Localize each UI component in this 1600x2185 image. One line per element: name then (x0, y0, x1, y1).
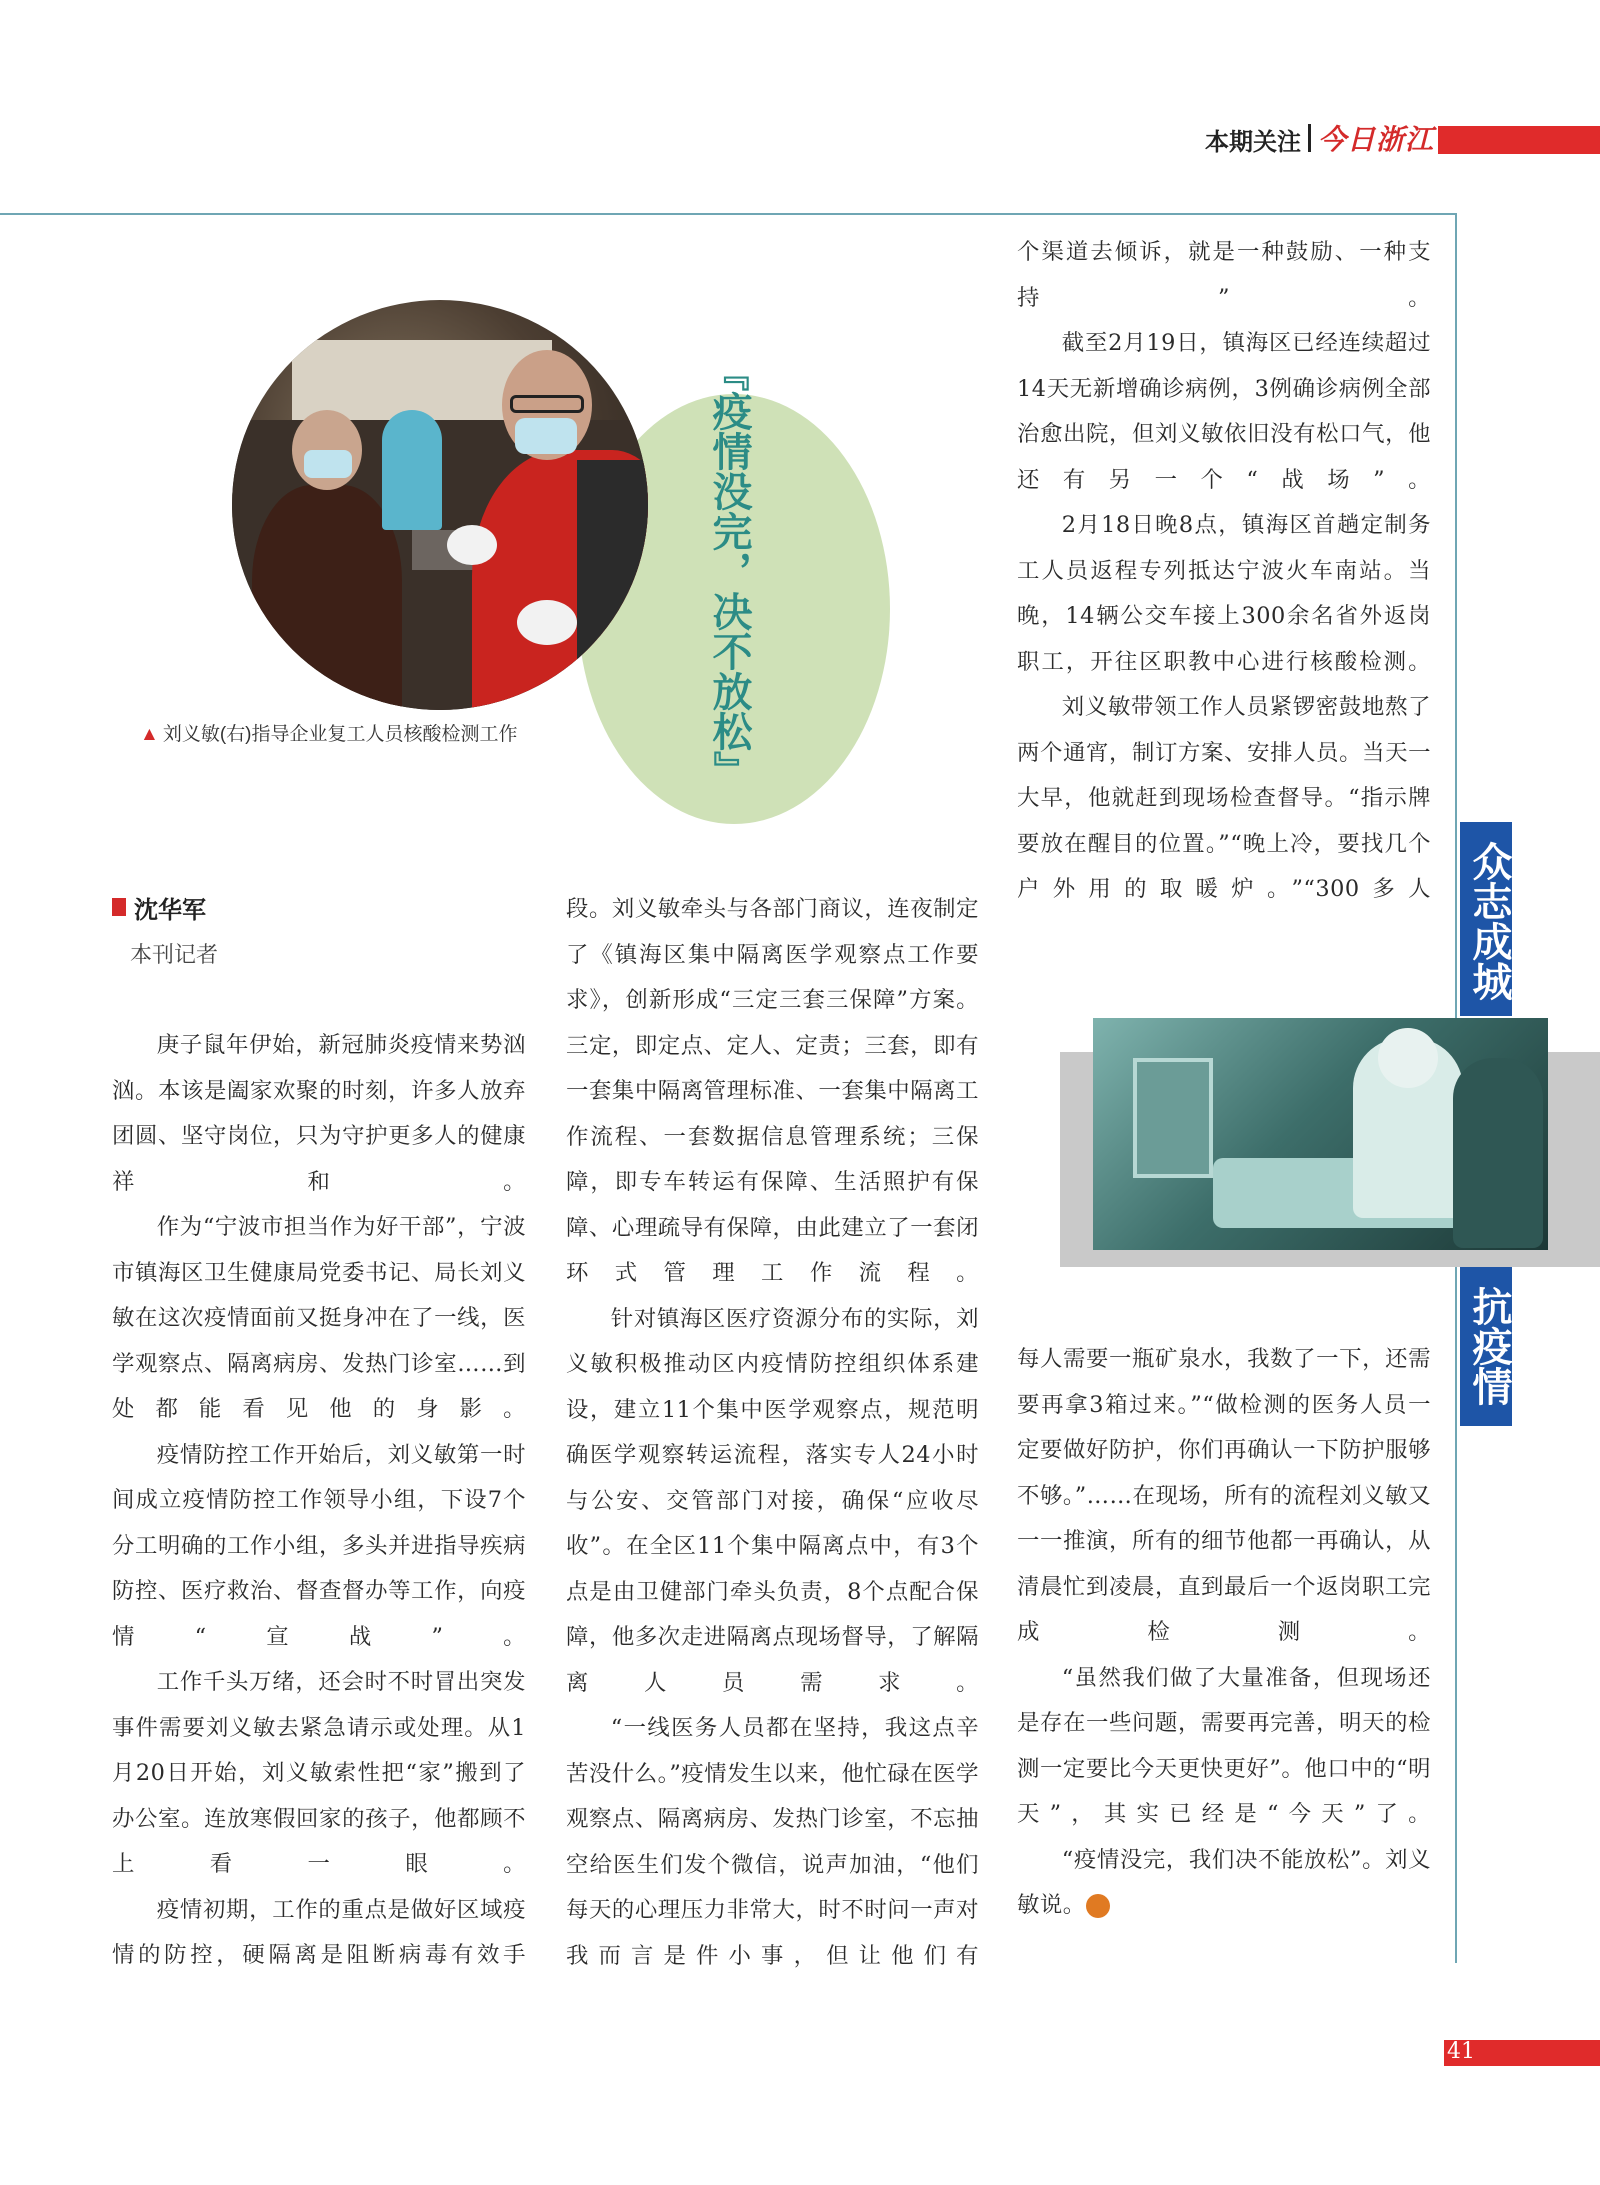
caption-text: 刘义敏(右)指导企业复工人员核酸检测工作 (162, 724, 518, 745)
paragraph-final (1017, 1838, 1431, 1929)
magazine-logo: 今日浙江 (1318, 123, 1435, 156)
header-divider (1308, 124, 1311, 152)
caption-marker: ▲ (140, 724, 159, 745)
paragraph: 每人需要一瓶矿泉水，我数了一下，还需要再拿3箱过来。”“做检测的医务人员一定要做好防护，你们再确认一下防护服够不够。”……在现场，所有的流程刘义敏又一一推演，所有的细节他都一再确认，从清晨忙到凌晨，直到最后一个返岗职工完成检测。 (1017, 1346, 1431, 1645)
text-column-3-top (1017, 230, 1431, 913)
text-column-3-bottom (1017, 1337, 1431, 1929)
paragraph: 个渠道去倾诉，就是一种鼓励、一种支持”。 (1017, 239, 1431, 311)
paragraph: 疫情防控工作开始后，刘义敏第一时间成立疫情防控工作领导小组，下设7个分工明确的工作小组，多头并进指导疾病防控、医疗救治、督查督办等工作，向疫情“宣战”。 (112, 1441, 526, 1650)
paragraph: 疫情初期，工作的重点是做好区域疫情的防控，硬隔离是阻断病毒有效手 (112, 1896, 526, 1968)
page-number: 41 (1447, 2039, 1475, 2064)
paragraph: 作为“宁波市担当作为好干部”，宁波市镇海区卫生健康局党委书记、局长刘义敏在这次疫情面前又挺身冲在了一线，医学观察点、隔离病房、发热门诊室……到处都能看见他的身影。 (112, 1214, 526, 1422)
paragraph: 工作千头万绪，还会时不时冒出突发事件需要刘义敏去紧急请示或处理。从1月20日开始，刘义敏索性把“家”搬到了办公室。连放寒假回家的孩子，他都顾不上看一眼。 (112, 1669, 526, 1877)
author-name: 沈华军 (134, 897, 206, 924)
paragraph: 针对镇海区医疗资源分布的实际，刘义敏积极推动区内疫情防控组织体系建设，建立11个集中医学观察点，规范明确医学观察转运流程，落实专人24小时与公安、交管部门对接，确保“应收尽收”。在全区11个集中隔离点中，有3个点是由卫健部门牵头负责，8个点配合保障，他多次走进隔离点现场督导，了解隔离人员需求。 (566, 1305, 979, 1696)
section-tab-unity: 众志成城 (1460, 822, 1512, 1016)
byline-marker (112, 898, 126, 916)
article-photo (232, 300, 648, 710)
paragraph: 2月18日晚8点，镇海区首趟定制务工人员返程专列抵达宁波火车南站。当晚，14辆公交车接上300余名省外返岗职工，开往区职教中心进行核酸检测。 (1017, 512, 1431, 675)
hospital-photo (1093, 1018, 1548, 1250)
text-column-1 (112, 1023, 526, 1979)
title-close-bracket: 』 (708, 751, 750, 787)
paragraph: “虽然我们做了大量准备，但现场还是存在一些问题，需要再完善，明天的检测一定要比今天更快更好”。他口中的“明天”，其实已经是“今天”了。 (1017, 1664, 1431, 1827)
photo-caption (140, 719, 517, 746)
end-mark-icon: 今 (1086, 1894, 1110, 1918)
top-rule (0, 213, 1456, 215)
final-sentence: “疫情没完，我们决不能放松”。刘义敏说。 (1017, 1846, 1431, 1918)
paragraph: 刘义敏带领工作人员紧锣密鼓地熬了两个通宵，制订方案、安排人员。当天一大早，他就赶到现场检查督导。“指示牌要放在醒目的位置。”“晚上冷，要找几个户外用的取暖炉。”“300多人 (1017, 694, 1431, 902)
section-label: 本期关注 (1205, 129, 1301, 156)
article-title (706, 355, 752, 787)
author-role: 本刊记者 (130, 942, 219, 967)
paragraph: “一线医务人员都在坚持，我这点辛苦没什么。”疫情发生以来，他忙碌在医学观察点、隔离病房、发热门诊室，不忘抽空给医生们发个微信，说声加油，“他们每天的心理压力非常大，时不时问一声对我而言是件小事，但让他们有 (566, 1715, 979, 1969)
paragraph: 庚子鼠年伊始，新冠肺炎疫情来势汹汹。本该是阖家欢聚的时刻，许多人放弃团圆、坚守岗位，只为守护更多人的健康祥和。 (112, 1032, 526, 1195)
header-accent-bar (1438, 126, 1600, 154)
paragraph: 截至2月19日，镇海区已经连续超过14天无新增确诊病例，3例确诊病例全部治愈出院，但刘义敏依旧没有松口气，他还有另一个“战场”。 (1017, 330, 1431, 493)
title-text: 疫情没完，决不放松 (706, 391, 753, 751)
text-column-2 (566, 887, 979, 1979)
title-open-bracket: 『 (708, 355, 750, 391)
paragraph: 段。刘义敏牵头与各部门商议，连夜制定了《镇海区集中隔离医学观察点工作要求》，创新形成“三定三套三保障”方案。三定，即定点、定人、定责；三套，即有一套集中隔离管理标准、一套集中隔离工作流程、一套数据信息管理系统；三保障，即专车转运有保障、生活照护有保障、心理疏导有保障，由此建立了一套闭环式管理工作流程。 (566, 896, 979, 1286)
section-tab-fight-epidemic: 抗疫情 (1460, 1262, 1512, 1426)
